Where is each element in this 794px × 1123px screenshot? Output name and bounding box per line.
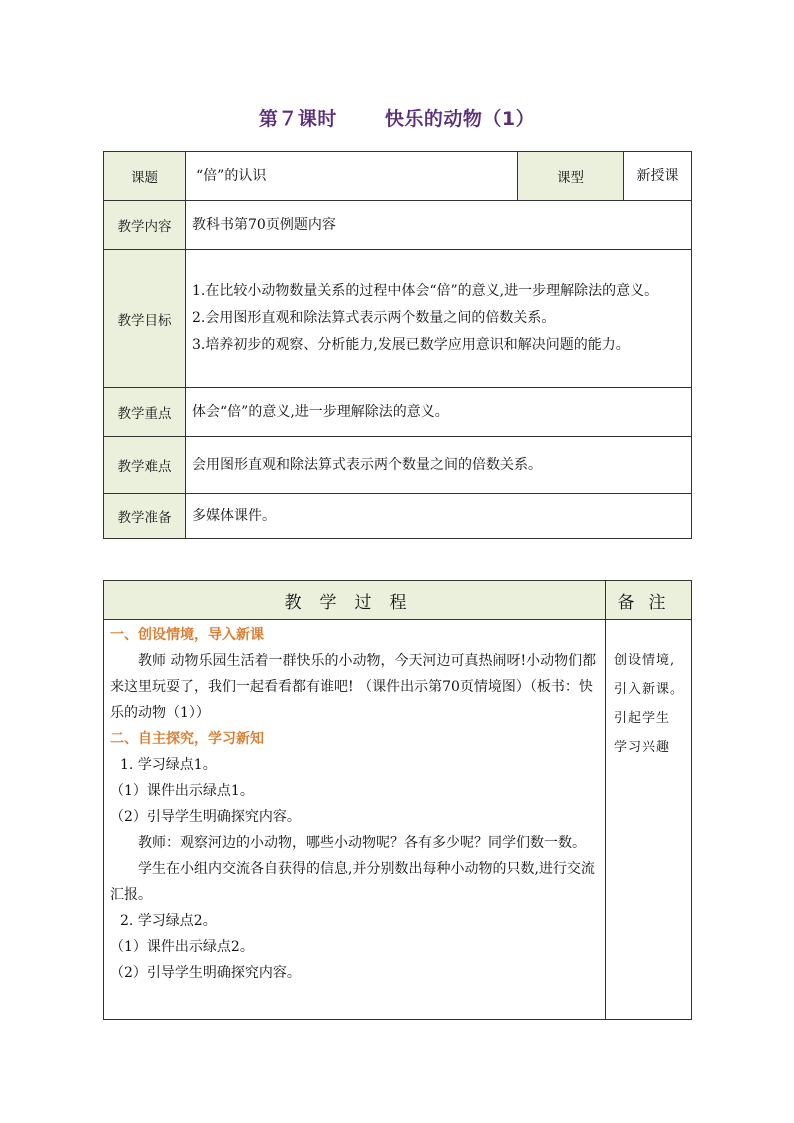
section-heading: 二、自主探究，学习新知 (110, 731, 264, 747)
process-content (104, 620, 606, 1020)
step-title: 2. 学习绿点2。 (120, 913, 217, 929)
notes-header: 备注 (606, 581, 692, 620)
step-title: 1. 学习绿点1。 (120, 757, 217, 773)
note-line: 引入新课。 (614, 682, 685, 697)
topic-value: “倍”的认识 (186, 152, 518, 201)
goal-item: 3.培养初步的观察、分析能力,发展已数学应用意识和解决问题的能力。 (192, 337, 630, 353)
notes-column (606, 620, 692, 1020)
paragraph: 教师：观察河边的小动物，哪些小动物呢？各有多少呢？同学们数一数。 (138, 835, 586, 851)
content-value: 教科书第70页例题内容 (186, 201, 692, 250)
topic-row (104, 152, 692, 201)
paragraph: 学生在小组内交流各自获得的信息,并分别数出每种小动物的只数,进行交流汇报。 (110, 861, 595, 903)
content-row (104, 201, 692, 250)
type-label: 课型 (518, 152, 624, 201)
prep-value: 多媒体课件。 (186, 494, 692, 539)
content-label: 教学内容 (104, 201, 186, 250)
goals-list (186, 250, 692, 388)
goal-item: 2.会用图形直观和除法算式表示两个数量之间的倍数关系。 (192, 310, 556, 326)
prep-row (104, 494, 692, 539)
type-value: 新授课 (624, 152, 692, 201)
step-item: （1）课件出示绿点2。 (110, 939, 254, 955)
key-value: 体会“倍”的意义,进一步理解除法的意义。 (186, 388, 692, 437)
lesson-info-table (103, 151, 692, 539)
difficulty-label: 教学难点 (104, 437, 186, 494)
difficulty-row (104, 437, 692, 494)
step-item: （1）课件出示绿点1。 (110, 783, 254, 799)
lesson-number: 第７课时 (258, 108, 337, 130)
key-label: 教学重点 (104, 388, 186, 437)
prep-label: 教学准备 (104, 494, 186, 539)
process-header-row (104, 581, 692, 620)
section-heading: 一、创设情境，导入新课 (110, 627, 264, 643)
goal-item: 1.在比较小动物数量关系的过程中体会“倍”的意义,进一步理解除法的意义。 (192, 283, 659, 299)
goals-label: 教学目标 (104, 250, 186, 388)
step-item: （2）引导学生明确探究内容。 (110, 809, 301, 825)
difficulty-value: 会用图形直观和除法算式表示两个数量之间的倍数关系。 (186, 437, 692, 494)
lesson-name: 快乐的动物（1） (384, 108, 536, 130)
topic-label: 课题 (104, 152, 186, 201)
note-line: 引起学生 (614, 711, 671, 726)
note-line: 学习兴趣 (614, 740, 671, 755)
paragraph: 教师 动物乐园生活着一群快乐的小动物，今天河边可真热闹呀!小动物们都来这里玩耍了，我们一起看看都有谁吧! （课件出示第70页情境图）（板书：快乐的动物（1）） (110, 653, 597, 721)
process-body-row (104, 620, 692, 1020)
page-title (0, 104, 794, 131)
goals-row (104, 250, 692, 388)
key-row (104, 388, 692, 437)
process-header: 教学过程 (104, 581, 606, 620)
note-line: 创设情境, (614, 653, 676, 668)
teaching-process-table (103, 580, 692, 1020)
step-item: （2）引导学生明确探究内容。 (110, 965, 301, 981)
